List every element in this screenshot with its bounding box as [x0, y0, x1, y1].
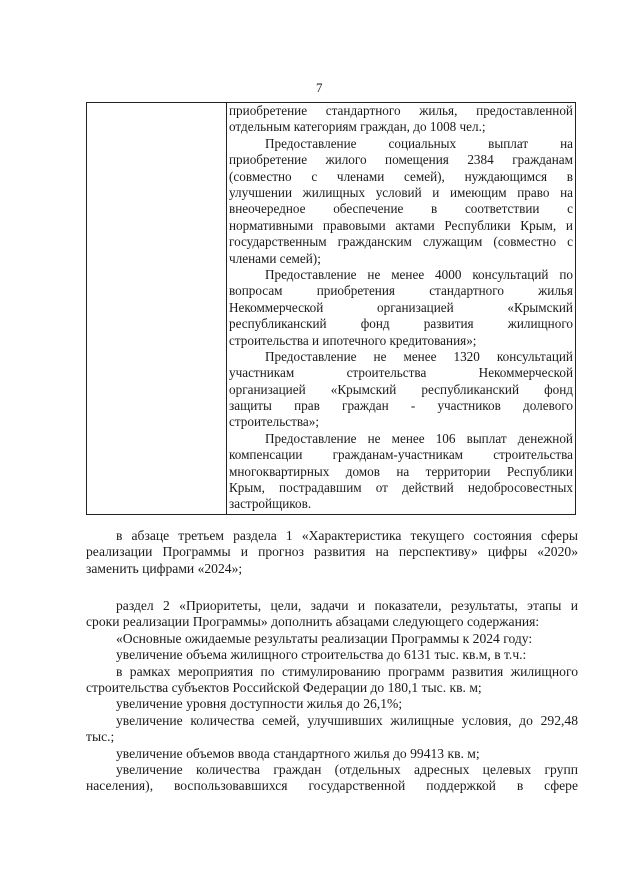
- table-text-line: приобретение стандартного жилья, предоставленной: [229, 103, 573, 118]
- paragraph-line: увеличение объема жилищного строительства до 6131 тыс. кв.м, в т.ч.:: [116, 647, 527, 663]
- table-text-line: государственным гражданским служащим (совместно с: [229, 234, 573, 250]
- table-column-divider: [226, 103, 227, 514]
- paragraph-section-2-amendment: [86, 598, 578, 795]
- table-text-line: приобретение жилого помещения 2384 гражданам: [229, 152, 573, 168]
- table-text-line: Предоставление социальных выплат на: [265, 135, 573, 151]
- table-text-line: отдельным категориям граждан, до 1008 чел.;: [229, 119, 486, 135]
- paragraph-line: строительства субъектов Российской Федерации до 180,1 тыс. кв. м;: [86, 680, 482, 695]
- table-text-line: вопросам приобретения стандартного жилья: [229, 283, 573, 299]
- paragraph-line: раздел 2 «Приоритеты, цели, задачи и показатели, результаты, этапы и: [116, 598, 578, 613]
- paragraph-line: увеличение объемов ввода стандартного жилья до 99413 кв. м;: [116, 745, 480, 761]
- paragraph-line: в рамках мероприятия по стимулированию программ развития жилищного: [116, 663, 578, 679]
- table-text-line: республиканский фонд развития жилищного: [229, 316, 573, 332]
- table-text-line: улучшении жилищных условий и имеющим право на: [229, 184, 573, 200]
- results-table: [86, 102, 576, 515]
- paragraph-line: заменить цифрами «2024»;: [86, 560, 243, 576]
- paragraph-line: увеличение количества семей, улучшивших жилищные условия, до 292,48: [116, 712, 578, 728]
- table-text-line: Предоставление не менее 4000 консультаций по: [265, 266, 573, 282]
- paragraph-line: сроки реализации Программы» дополнить абзацами следующего содержания:: [86, 614, 540, 630]
- table-text-line: Предоставление не менее 106 выплат денежной: [265, 430, 573, 446]
- paragraph-line: тыс.;: [86, 729, 115, 745]
- table-cell-expected-results: [229, 103, 573, 513]
- table-text-line: многоквартирных домов на территории Республики: [229, 463, 573, 479]
- table-text-line: Крым, пострадавшим от действий недобросовестных: [229, 480, 573, 496]
- table-text-line: защиты прав граждан - участников долевого: [229, 398, 573, 414]
- table-text-line: Предоставление не менее 1320 консультаций: [265, 348, 573, 364]
- table-text-line: застройщиков.: [229, 496, 312, 512]
- table-text-line: строительства и ипотечного кредитования»;: [229, 332, 477, 348]
- paragraph-line: увеличение уровня доступности жилья до 26,1%;: [116, 696, 403, 712]
- table-text-line: членами семей);: [229, 250, 321, 266]
- table-text-line: участникам строительства Некоммерческой: [229, 365, 573, 381]
- paragraph-line: увеличение количества граждан (отдельных адресных целевых групп: [116, 762, 578, 778]
- table-text-line: внеочередное обеспечение в соответствии с: [229, 201, 573, 217]
- paragraph-line: населения), воспользовавшихся государственной поддержкой в сфере: [86, 778, 578, 794]
- table-text-line: (совместно с членами семей), нуждающимся в: [229, 168, 573, 184]
- table-text-line: компенсации гражданам-участникам строительства: [229, 447, 573, 463]
- table-text-line: Некоммерческой организацией «Крымский: [229, 299, 573, 315]
- page-number: 7: [316, 80, 323, 95]
- table-text-line: нормативными правовыми актами Республики Крым, и: [229, 217, 573, 233]
- paragraph-line: реализации Программы и прогноз развития на перспективу» цифры «2020»: [86, 544, 578, 560]
- table-text-line: организацией «Крымский республиканский фонд: [229, 381, 573, 397]
- paragraph-section-1-amendment: [86, 528, 578, 577]
- paragraph-line: в абзаце третьем раздела 1 «Характеристика текущего состояния сферы: [116, 528, 578, 543]
- table-text-line: строительства»;: [229, 414, 320, 430]
- paragraph-line: «Основные ожидаемые результаты реализации Программы к 2024 году:: [116, 630, 533, 646]
